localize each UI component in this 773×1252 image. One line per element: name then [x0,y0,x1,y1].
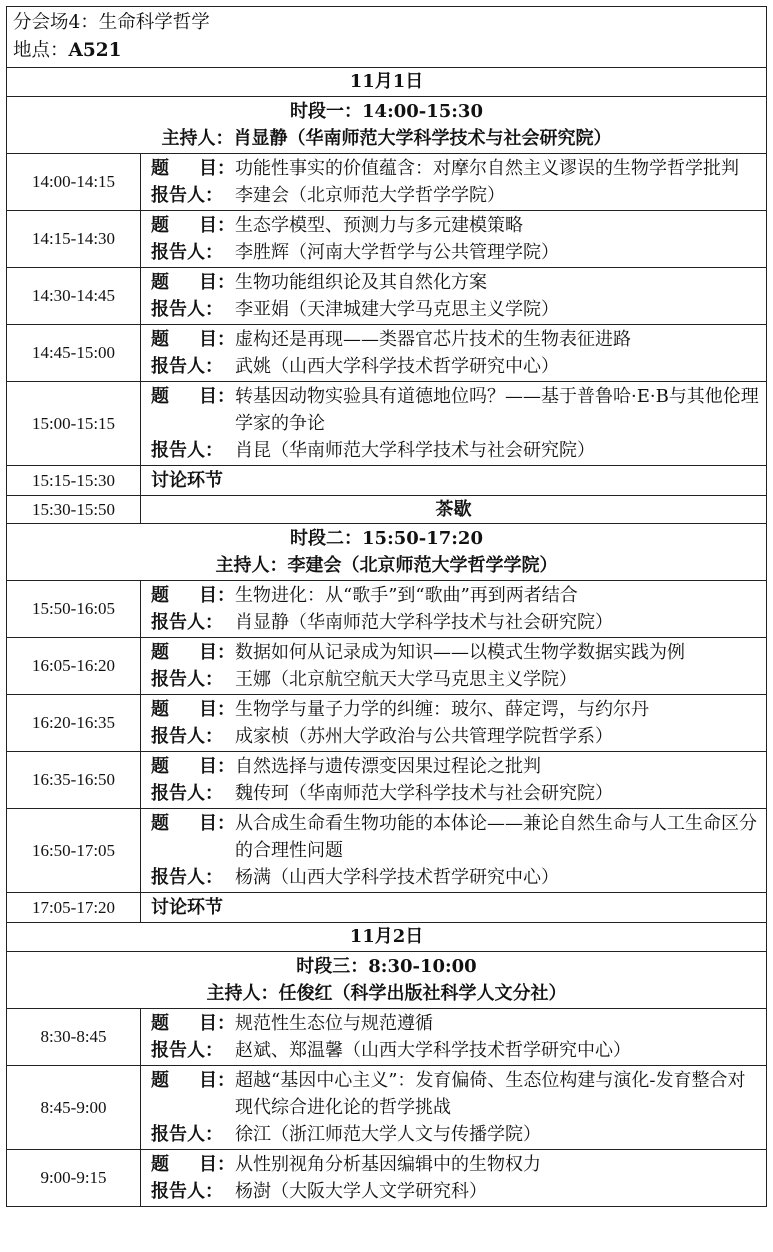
table-row [7,382,767,466]
talk-time: 9:00-9:15 [7,1150,141,1207]
speaker-label: 报告人： [151,783,223,804]
talk-time: 16:20-16:35 [7,695,141,752]
talk-speaker: 肖昆（华南师范大学科学技术与社会研究院） [235,440,595,461]
day1-date: 11月1日 [7,68,767,97]
title-label: 题 目： [151,1154,235,1175]
talk-speaker: 李建会（北京师范大学哲学学院） [235,185,505,206]
session-row [7,97,767,154]
table-row [7,695,767,752]
speaker-label: 报告人： [151,1124,223,1145]
speaker-label: 报告人： [151,669,223,690]
talk-time: 8:30-8:45 [7,1009,141,1066]
talk-details [141,154,767,211]
speaker-label: 报告人： [151,299,223,320]
discussion-time: 15:15-15:30 [7,466,141,496]
talk-speaker: 武姚（山西大学科学技术哲学研究中心） [235,356,559,377]
title-label: 题 目： [151,329,235,350]
talk-speaker: 李亚娟（天津城建大学马克思主义学院） [235,299,559,320]
session2-header [7,524,767,581]
talk-details [141,695,767,752]
talk-details [141,268,767,325]
talk-speaker: 徐江（浙江师范大学人文与传播学院） [235,1124,541,1145]
schedule-table [6,6,767,1207]
talk-details [141,752,767,809]
venue-label: 分会场4： [13,12,99,33]
session3-title: 时段三：8:30-10:00 [296,956,477,977]
talk-title: 超越“基因中心主义”：发育偏倚、生态位构建与演化-发育整合对现代综合进化论的哲学挑战 [235,1070,746,1118]
speaker-label: 报告人： [151,612,223,633]
venue-header [7,7,767,68]
session-row [7,524,767,581]
title-label: 题 目： [151,699,235,720]
speaker-label: 报告人： [151,1040,223,1061]
table-row [7,1066,767,1150]
talk-speaker: 杨满（山西大学科学技术哲学研究中心） [235,867,559,888]
day2-date: 11月2日 [7,923,767,952]
session1-host: 主持人：肖显静（华南师范大学科学技术与社会研究院） [161,128,612,149]
talk-title: 自然选择与遗传漂变因果过程论之批判 [235,756,541,777]
talk-details [141,638,767,695]
talk-time: 16:50-17:05 [7,809,141,893]
table-row [7,1009,767,1066]
location-label: 地点： [13,40,69,61]
talk-details [141,325,767,382]
talk-time: 15:50-16:05 [7,581,141,638]
tea-break-label: 茶歇 [141,496,767,524]
table-row [7,325,767,382]
talk-time: 16:35-16:50 [7,752,141,809]
talk-speaker: 成家桢（苏州大学政治与公共管理学院哲学系） [235,726,613,747]
speaker-label: 报告人： [151,185,223,206]
date-row [7,68,767,97]
talk-time: 14:45-15:00 [7,325,141,382]
talk-title: 生物进化：从“歌手”到“歌曲”再到两者结合 [235,585,578,606]
title-label: 题 目： [151,813,235,834]
venue-line [13,9,760,37]
title-label: 题 目： [151,585,235,606]
talk-time: 16:05-16:20 [7,638,141,695]
talk-time: 15:00-15:15 [7,382,141,466]
session2-host: 主持人：李建会（北京师范大学哲学学院） [215,555,558,576]
title-label: 题 目： [151,642,235,663]
table-row [7,268,767,325]
talk-title: 从合成生命看生物功能的本体论——兼论自然生命与人工生命区分的合理性问题 [235,813,757,861]
talk-title: 规范性生态位与规范遵循 [235,1013,433,1034]
talk-details [141,1066,767,1150]
talk-title: 虚构还是再现——类器官芯片技术的生物表征进路 [235,329,631,350]
discussion-row [7,893,767,923]
session-row [7,952,767,1009]
talk-speaker: 杨澍（大阪大学人文学研究科） [235,1181,487,1202]
table-row [7,581,767,638]
title-label: 题 目： [151,215,235,236]
table-row [7,809,767,893]
title-label: 题 目： [151,386,235,407]
talk-title: 生物功能组织论及其自然化方案 [235,272,487,293]
talk-title: 生物学与量子力学的纠缠：玻尔、薛定谔，与约尔丹 [235,699,649,720]
speaker-label: 报告人： [151,867,223,888]
table-row [7,638,767,695]
talk-speaker: 肖显静（华南师范大学科学技术与社会研究院） [235,612,613,633]
talk-details [141,382,767,466]
speaker-label: 报告人： [151,440,223,461]
talk-title: 数据如何从记录成为知识——以模式生物学数据实践为例 [235,642,685,663]
location-value: A521 [68,40,122,61]
speaker-label: 报告人： [151,1181,223,1202]
table-row [7,1150,767,1207]
schedule-sheet [6,6,769,1207]
table-row [7,752,767,809]
tea-break-row [7,496,767,524]
talk-time: 14:15-14:30 [7,211,141,268]
title-label: 题 目： [151,1070,235,1091]
talk-time: 14:30-14:45 [7,268,141,325]
title-label: 题 目： [151,1013,235,1034]
location-line [13,37,760,65]
speaker-label: 报告人： [151,242,223,263]
discussion-label: 讨论环节 [141,466,767,496]
talk-title: 功能性事实的价值蕴含：对摩尔自然主义谬误的生物学哲学批判 [235,158,739,179]
talk-time: 8:45-9:00 [7,1066,141,1150]
date-row [7,923,767,952]
discussion-time: 17:05-17:20 [7,893,141,923]
session1-header [7,97,767,154]
talk-title: 转基因动物实验具有道德地位吗？——基于普鲁哈·E·B与其他伦理学家的争论 [235,386,759,434]
talk-details [141,581,767,638]
talk-title: 生态学模型、预测力与多元建模策略 [235,215,523,236]
session3-host: 主持人：任俊红（科学出版社科学人文分社） [206,983,567,1004]
talk-details [141,1150,767,1207]
talk-details [141,809,767,893]
speaker-label: 报告人： [151,356,223,377]
session3-header [7,952,767,1009]
header-row [7,7,767,68]
discussion-row [7,466,767,496]
talk-time: 14:00-14:15 [7,154,141,211]
title-label: 题 目： [151,158,235,179]
title-label: 题 目： [151,756,235,777]
talk-speaker: 魏传珂（华南师范大学科学技术与社会研究院） [235,783,613,804]
speaker-label: 报告人： [151,726,223,747]
talk-details [141,1009,767,1066]
talk-speaker: 王娜（北京航空航天大学马克思主义学院） [235,669,577,690]
talk-speaker: 赵斌、郑温馨（山西大学科学技术哲学研究中心） [235,1040,631,1061]
session2-title: 时段二：15:50-17:20 [290,528,483,549]
venue-name: 生命科学哲学 [98,12,210,33]
title-label: 题 目： [151,272,235,293]
table-row [7,211,767,268]
talk-details [141,211,767,268]
discussion-label: 讨论环节 [141,893,767,923]
talk-speaker: 李胜辉（河南大学哲学与公共管理学院） [235,242,559,263]
table-row [7,154,767,211]
tea-break-time: 15:30-15:50 [7,496,141,524]
session1-title: 时段一：14:00-15:30 [290,101,483,122]
talk-title: 从性别视角分析基因编辑中的生物权力 [235,1154,541,1175]
